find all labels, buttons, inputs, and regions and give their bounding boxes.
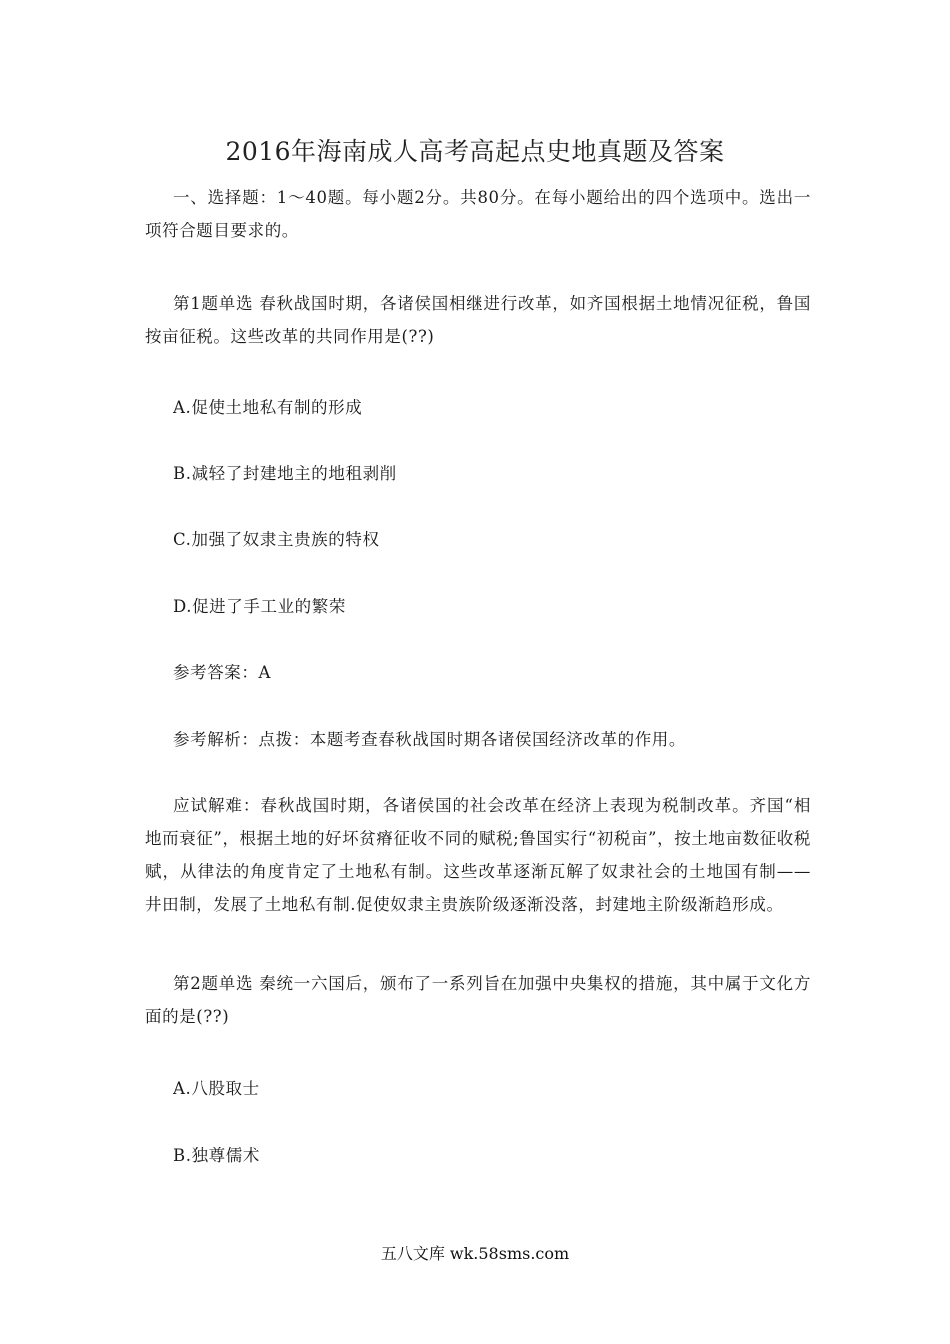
question-1-analysis: 参考解析：点拨：本题考查春秋战国时期各诸侯国经济改革的作用。 (173, 730, 686, 749)
question-2-option-b: B.独尊儒术 (173, 1146, 260, 1165)
question-1-answer: 参考答案：A (173, 663, 272, 682)
question-1-option-c: C.加强了奴隶主贵族的特权 (173, 530, 380, 549)
question-1-option-d: D.促进了手工业的繁荣 (173, 597, 346, 616)
question-1-explanation: 应试解难：春秋战国时期，各诸侯国的社会改革在经济上表现为税制改革。齐国“相地而衰征”，根据土地的好坏贫瘠征收不同的赋税;鲁国实行“初税亩”，按土地亩数征收税赋，从律法的角度肯定了土地私有制。这些改革逐渐瓦解了奴隶社会的土地国有制——井田制，发展了土地私有制.促使奴隶主贵族阶级逐渐没落，封建地主阶级渐趋形成。 (145, 796, 811, 914)
question-1-option-b: B.减轻了封建地主的地租剥削 (173, 464, 397, 483)
footer-watermark: 五八文库 wk.58sms.com (380, 1244, 570, 1263)
question-1-stem: 第1题单选 春秋战国时期，各诸侯国相继进行改革，如齐国根据土地情况征税，鲁国按亩征税。这些改革的共同作用是(??) (145, 294, 811, 346)
section-intro: 一、选择题：1～40题。每小题2分。共80分。在每小题给出的四个选项中。选出一项符合题目要求的。 (145, 188, 811, 240)
question-1-option-a: A.促使土地私有制的形成 (173, 398, 363, 417)
document-title: 2016年海南成人高考高起点史地真题及答案 (225, 137, 725, 166)
question-2-stem: 第2题单选 秦统一六国后，颁布了一系列旨在加强中央集权的措施，其中属于文化方面的是(??) (145, 974, 811, 1026)
question-2-option-a: A.八股取士 (173, 1079, 260, 1098)
